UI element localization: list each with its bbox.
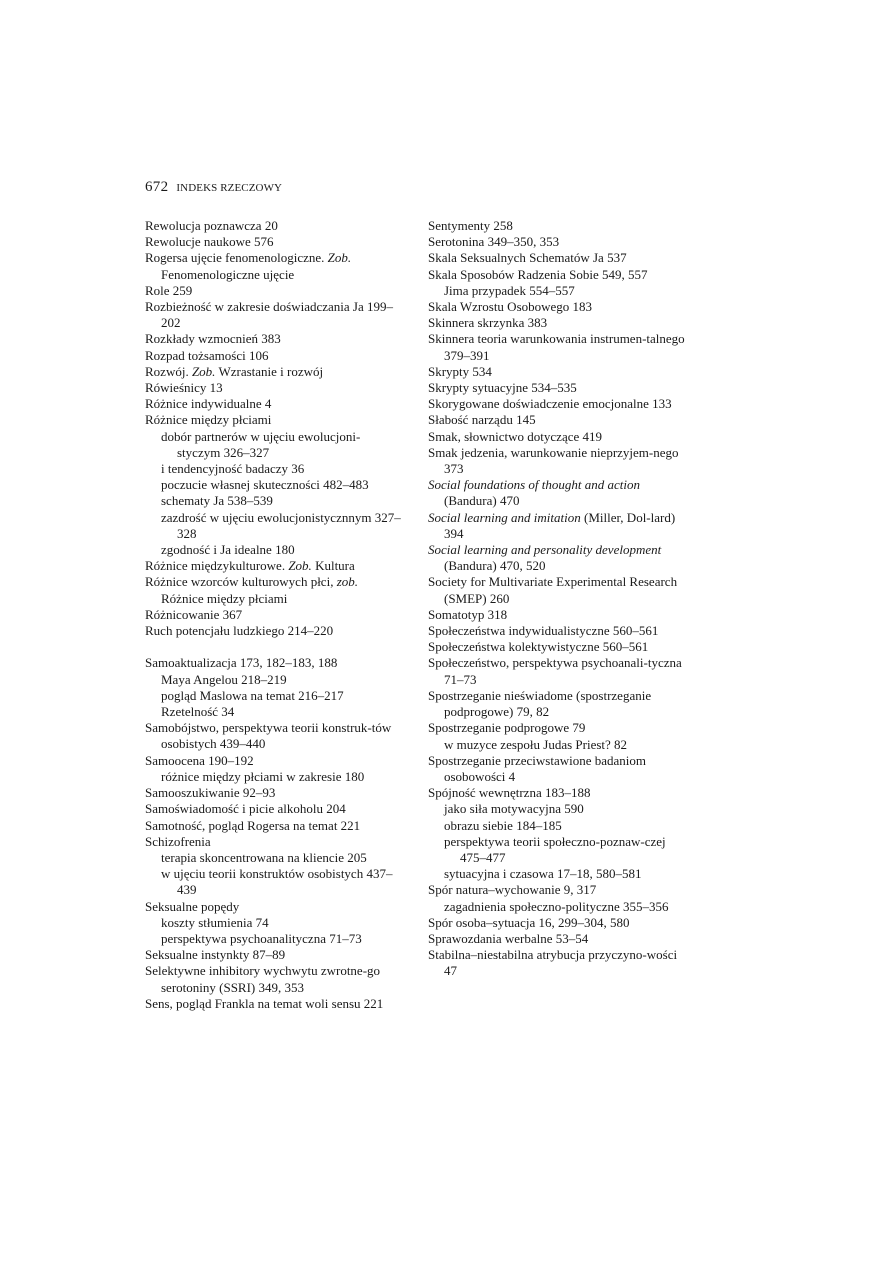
index-entry: Skala Seksualnych Schematów Ja 537 — [428, 250, 627, 266]
index-entry: Rewolucja poznawcza 20 — [145, 218, 278, 233]
index-entry: Spostrzeganie przeciwstawione badaniom osobowości 4 — [428, 752, 647, 784]
entry-italic-text: Zob. — [288, 558, 312, 574]
index-entry: Stabilna–niestabilna atrybucja przyczyno-wości 47 — [428, 947, 678, 979]
index-subentry: w ujęciu teorii konstruktów osobistych 437–439 — [161, 866, 393, 898]
index-entry — [428, 510, 690, 542]
index-entry: Skinnera teoria warunkowania instrumen-talnego 379–391 — [428, 331, 685, 363]
index-subentry: koszty stłumienia 74 — [161, 914, 269, 930]
index-entry — [428, 542, 690, 574]
index-subentry: zagadnienia społeczno-polityczne 355–356 — [444, 898, 669, 914]
index-entry: Seksualne popędy — [145, 898, 240, 914]
entry-text: Różnice międzykulturowe. — [145, 558, 289, 574]
index-subentry: jako siła motywacyjna 590 — [444, 801, 584, 817]
index-entry: Rówieśnicy 13 — [145, 380, 223, 396]
entry-text: Kultura — [311, 558, 355, 574]
entry-italic-text: Social foundations of thought and action — [428, 477, 640, 493]
index-entry: Samoświadomość i picie alkoholu 204 — [145, 801, 346, 817]
index-entry — [145, 558, 403, 574]
index-entry: Spór osoba–sytuacja 16, 299–304, 580 — [428, 914, 630, 930]
index-subentry: obrazu siebie 184–185 — [444, 817, 562, 833]
index-entry: Samoaktualizacja 173, 182–183, 188 — [145, 655, 338, 671]
index-entry: Rozpad tożsamości 106 — [145, 347, 269, 363]
index-entry: Skala Wzrostu Osobowego 183 — [428, 299, 593, 315]
index-entry: Sens, pogląd Frankla na temat woli sensu 221 — [145, 995, 384, 1011]
index-entry: Somatotyp 318 — [428, 606, 508, 622]
index-entry: Różnice między płciami — [145, 412, 272, 428]
index-entry: Seksualne instynkty 87–89 — [145, 947, 286, 963]
entry-italic-text: Zob. — [191, 363, 216, 379]
index-entry: Skala Sposobów Radzenia Sobie 549, 557 — [428, 266, 648, 282]
index-entry: Skrypty 534 — [428, 363, 492, 379]
entry-text: Rogersa ujęcie fenomenologiczne. — [145, 250, 328, 266]
entry-italic-text: zob. — [336, 574, 359, 590]
index-subentry: Jima przypadek 554–557 — [444, 282, 575, 298]
index-entry: Społeczeństwo, perspektywa psychoanali-tyczna 71–73 — [428, 655, 682, 687]
index-entry: Serotonina 349–350, 353 — [428, 234, 560, 250]
index-subentry: terapia skoncentrowana na kliencie 205 — [161, 849, 367, 865]
entry-italic-text: Social learning and imitation — [428, 509, 581, 525]
index-subentry: w muzyce zespołu Judas Priest? 82 — [444, 736, 628, 752]
index-entry: Skrypty sytuacyjne 534–535 — [428, 380, 577, 396]
index-entry: Spostrzeganie podprogowe 79 — [428, 720, 586, 736]
index-entry: Rozkłady wzmocnień 383 — [145, 331, 281, 347]
index-entry: Role 259 — [145, 282, 193, 298]
entry-text: Różnice między płciami — [161, 590, 288, 606]
entry-text: (Bandura) 470, 520 — [444, 558, 546, 574]
index-subentry: sytuacyjna i czasowa 17–18, 580–581 — [444, 866, 642, 882]
index-entry: Samooszukiwanie 92–93 — [145, 785, 276, 801]
index-entry — [145, 574, 403, 606]
index-entry — [145, 250, 403, 282]
index-column-left — [145, 218, 403, 1012]
index-entry: Smak jedzenia, warunkowanie nieprzyjem-nego 373 — [428, 444, 679, 477]
index-entry: Smak, słownictwo dotyczące 419 — [428, 428, 603, 444]
index-subentry: perspektywa teorii społeczno-poznaw-czej 475–477 — [444, 833, 666, 865]
index-entry: Sentymenty 258 — [428, 218, 513, 233]
index-entry: Samoocena 190–192 — [145, 752, 254, 768]
index-subentry: dobór partnerów w ujęciu ewolucjoni-styczym 326–327 — [161, 428, 361, 460]
index-entry: Ruch potencjału ludzkiego 214–220 — [145, 623, 334, 639]
index-entry: Rewolucje naukowe 576 — [145, 234, 274, 250]
index-entry: Spór natura–wychowanie 9, 317 — [428, 882, 597, 898]
index-entry: Społeczeństwa indywidualistyczne 560–561 — [428, 623, 659, 639]
index-subentry: i tendencyjność badaczy 36 — [161, 461, 305, 477]
entry-italic-text: Zob. — [327, 250, 352, 266]
index-subentry: pogląd Maslowa na temat 216–217 — [161, 687, 344, 703]
index-entry: Sprawozdania werbalne 53–54 — [428, 930, 589, 946]
index-subentry: różnice między płciami w zakresie 180 — [161, 768, 365, 784]
index-entry: Selektywne inhibitory wychwytu zwrotne-go serotoniny (SSRI) 349, 353 — [145, 963, 381, 995]
index-subentry: Rzetelność 34 — [161, 704, 235, 720]
index-entry: Spójność wewnętrzna 183–188 — [428, 785, 591, 801]
index-subentry: poczucie własnej skuteczności 482–483 — [161, 477, 369, 493]
entry-italic-text: Social learning and personality development — [428, 542, 662, 558]
index-entry: Różnice indywidualne 4 — [145, 396, 272, 412]
entry-text: Rozwój. — [145, 363, 192, 379]
index-entry: Skorygowane doświadczenie emocjonalne 133 — [428, 396, 672, 412]
index-entry: Społeczeństwa kolektywistyczne 560–561 — [428, 639, 649, 655]
section-gap — [145, 639, 403, 655]
entry-text: Fenomenologiczne ujęcie — [161, 266, 295, 282]
entry-text: (Miller, Dol-lard) 394 — [444, 509, 676, 541]
index-entry — [145, 364, 403, 380]
index-subentry: zgodność i Ja idealne 180 — [161, 542, 295, 558]
index-entry: Samobójstwo, perspektywa teorii konstruk-tów osobistych 439–440 — [145, 720, 392, 752]
index-subentry: zazdrość w ujęciu ewolucjonistycznnym 327–328 — [161, 509, 401, 541]
index-entry: Samotność, pogląd Rogersa na temat 221 — [145, 817, 361, 833]
index-subentry: schematy Ja 538–539 — [161, 493, 273, 509]
entry-text: (Bandura) 470 — [444, 493, 520, 509]
index-entry: Schizofrenia — [145, 833, 211, 849]
index-entry: Rozbieżność w zakresie doświadczania Ja 199–202 — [145, 299, 393, 331]
index-subentry: perspektywa psychoanalityczna 71–73 — [161, 930, 362, 946]
index-entry: Spostrzeganie nieświadome (spostrzeganie podprogowe) 79, 82 — [428, 687, 652, 720]
index-subentry: Maya Angelou 218–219 — [161, 671, 287, 687]
index-entry — [428, 477, 690, 509]
index-entry: Skinnera skrzynka 383 — [428, 315, 548, 331]
index-column-right — [428, 218, 690, 980]
running-title: INDEKS RZECZOWY — [176, 182, 283, 194]
page-number: 672 — [145, 179, 169, 195]
entry-text: Różnice wzorców kulturowych płci, — [145, 574, 337, 590]
page-header — [145, 178, 282, 198]
index-entry: Różnicowanie 367 — [145, 606, 243, 622]
index-entry: Society for Multivariate Experimental Research (SMEP) 260 — [428, 574, 678, 606]
index-entry: Słabość narządu 145 — [428, 412, 536, 428]
entry-text: Wzrastanie i rozwój — [215, 363, 324, 379]
